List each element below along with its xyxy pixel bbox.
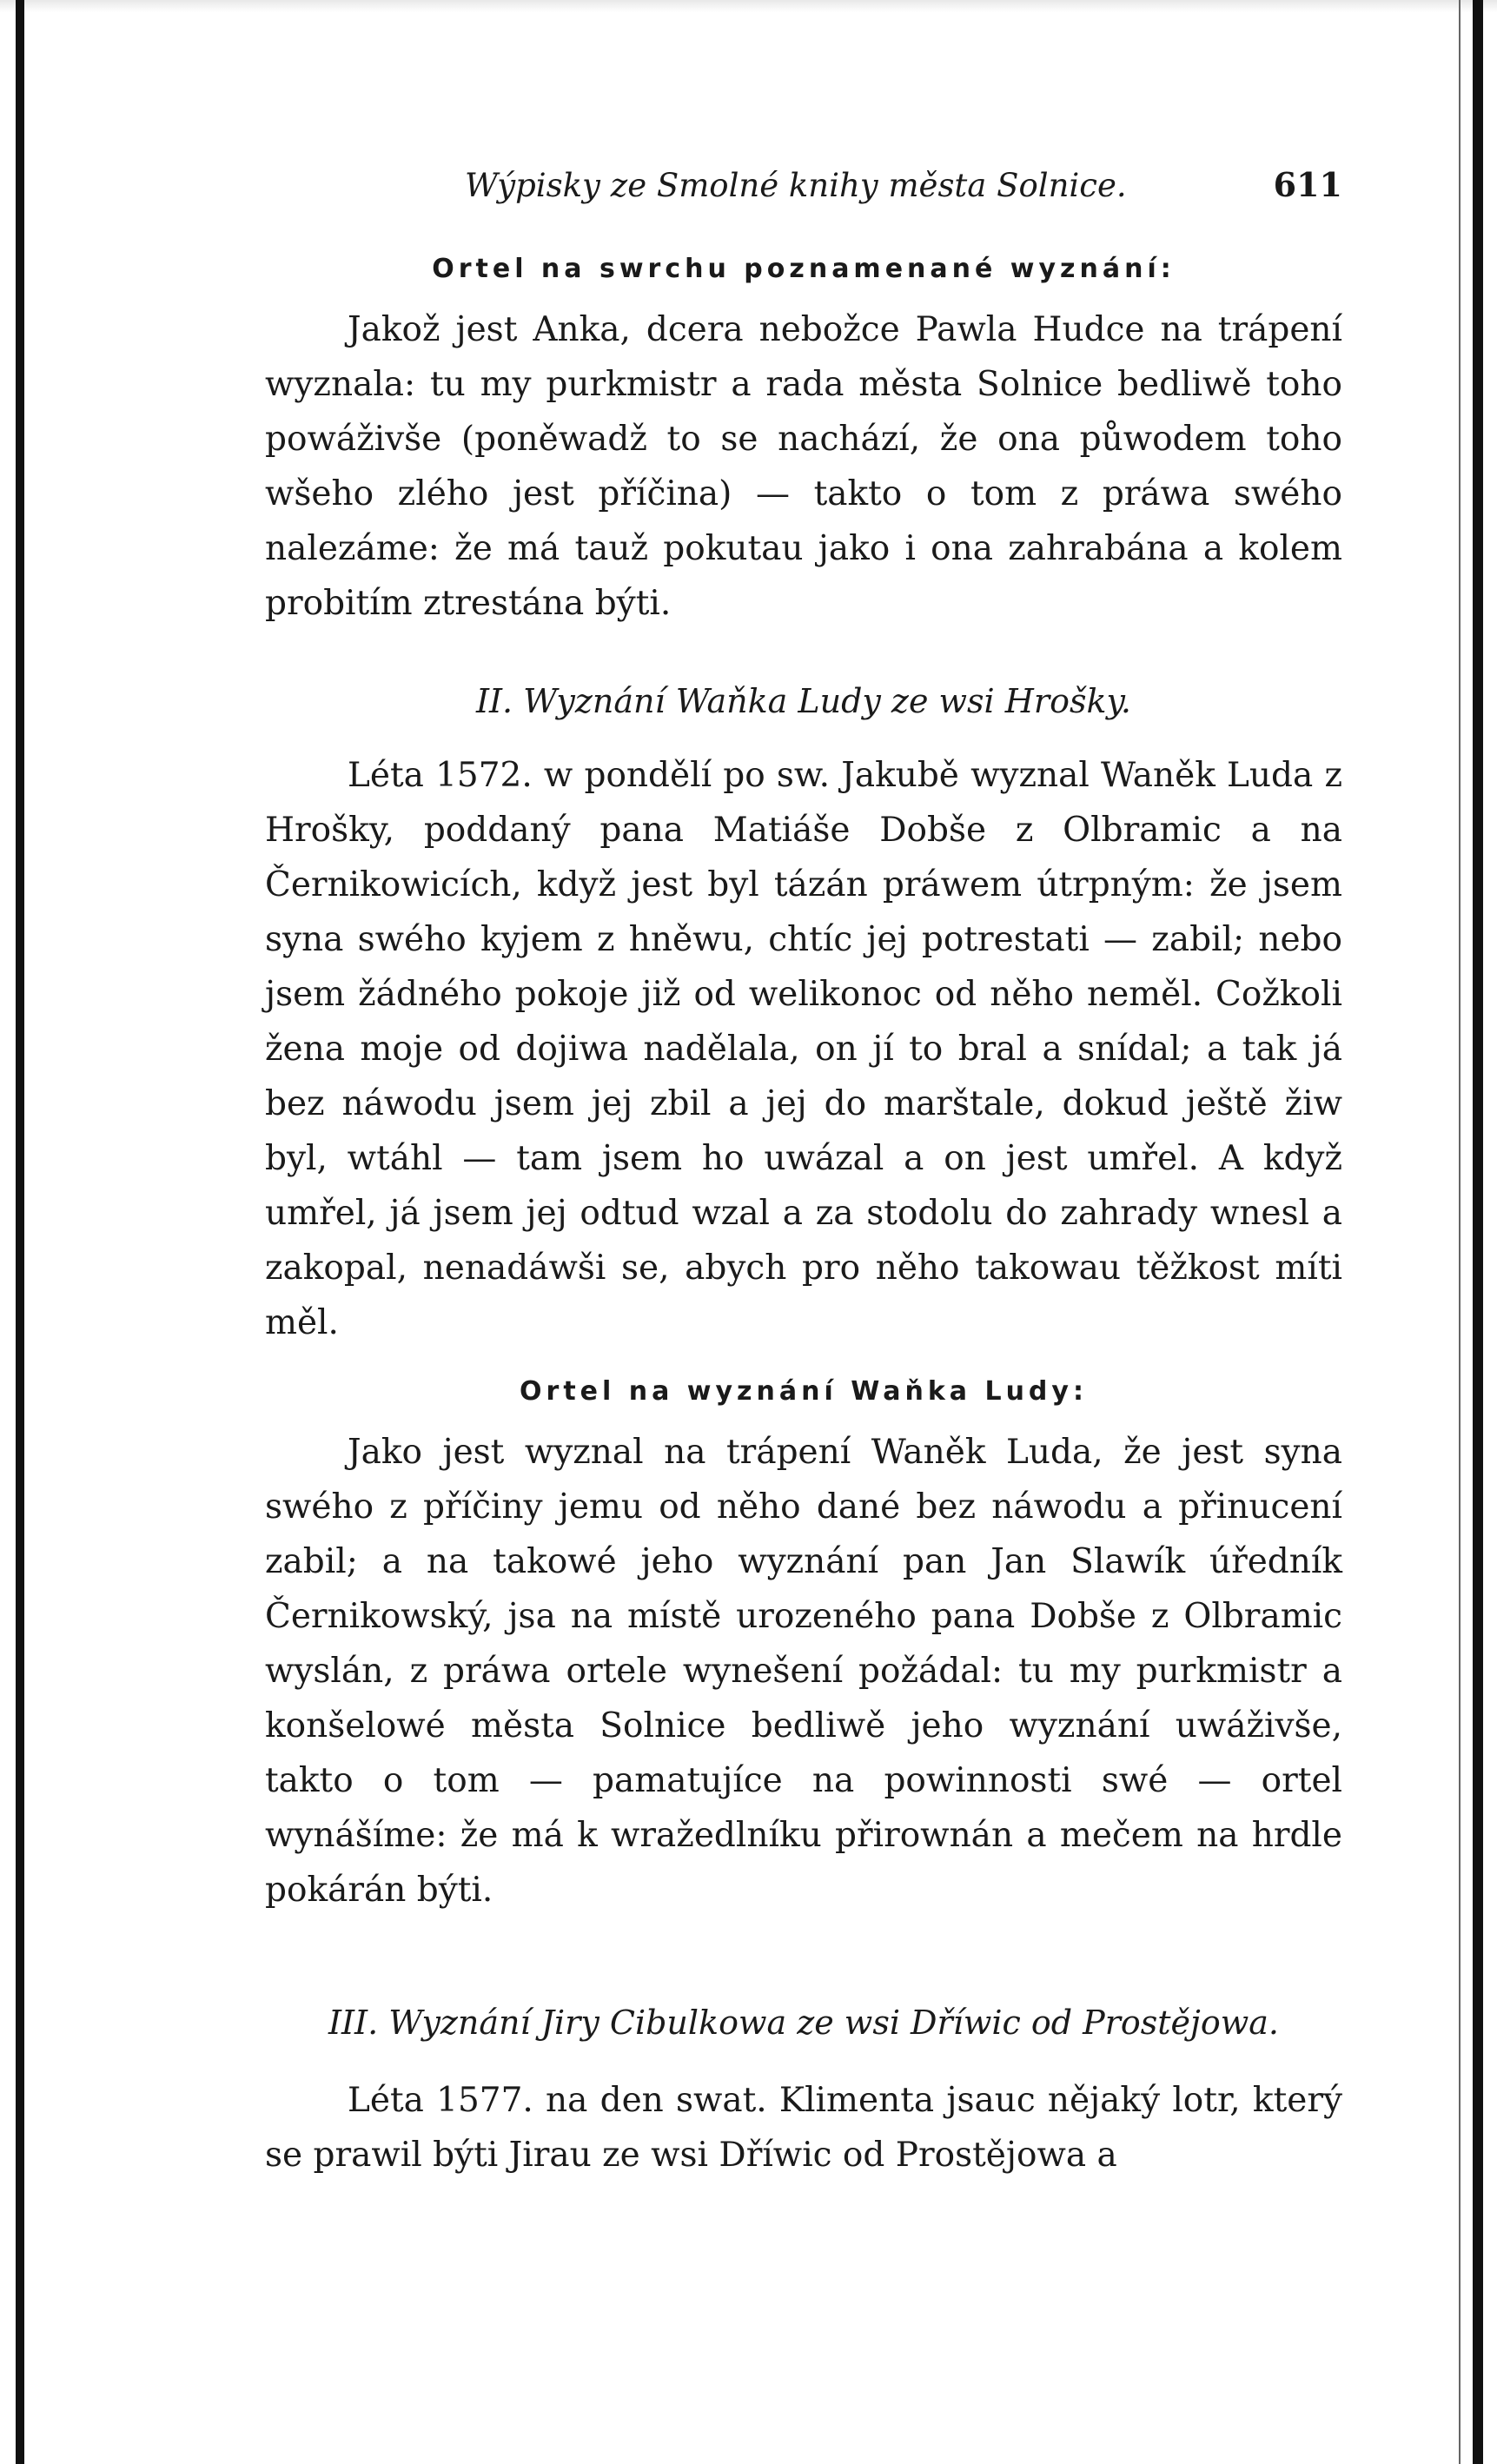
ortel-text-2: Jako jest wyznal na trápení Waněk Luda, že jest syna swého z příčiny jemu od něho dané bez náwodu a přinucení zabil; a na takowé jeho wyznání pan Jan Slawík úředník Černikowský, jsa na místě urozeného pana Dobše z Olbramic wyslán, z práwa ortele wynešení požádal: tu my purkmistr a konšelowé města Solnice bedliwě jeho wyznání uwáživše, takto o tom — pamatujíce na powinnosti swé — ortel wynášíme: že má k wražedlníku přirownán a mečem na hrdle pokárán býti. xyxy=(265,1433,1342,1910)
book-page xyxy=(265,165,1342,2182)
ortel-text-1: Jakož jest Anka, dcera nebožce Pawla Hudce na trápení wyznala: tu my purkmistr a rada města Solnice bedliwě toho powáživše (poněwadž to se nachází, že ona půwodem toho wšeho zlého jest příčina) — takto o tom z práwa swého nalezáme: že má tauž pokutau jako i ona zahrabána a kolem probitím ztrestána býti. xyxy=(265,310,1342,623)
section-3-title: III. Wyznání Jiry Cibulkowa ze wsi Dříwic od Prostějowa. xyxy=(328,2004,1279,2042)
ortel-heading-1: Ortel na swrchu poznamenané wyznání: xyxy=(432,254,1176,284)
scan-edge xyxy=(0,0,1497,12)
running-head xyxy=(265,165,1342,243)
page-number: 611 xyxy=(1273,165,1342,204)
scan-border-right xyxy=(1473,0,1483,2464)
scan-border-right-inner xyxy=(1459,0,1461,2464)
section-2-text: Léta 1572. w pondělí po sw. Jakubě wyznal Waněk Luda z Hrošky, poddaný pana Matiáše Dobše z Olbramic a na Černikowicích, když jest byl tázán práwem útrpným: že jsem syna swého kyjem z hněwu, chtíc jej potrestati — zabil; nebo jsem žádného pokoje již od welikonoc od něho neměl. Cožkoli žena moje od dojiwa nadělala, on jí to bral a snídal; a tak já bez náwodu jsem jej zbil a jej do marštale, dokud ještě žiw byl, wtáhl — tam jsem ho uwázal a on jest umřel. A když umřel, já jsem jej odtud wzal a za stodolu do zahrady wnesl a zakopal, nenadáwši se, abych pro něho takowau těžkost míti měl. xyxy=(265,756,1342,1342)
scan-border-left xyxy=(16,0,24,2464)
section-3-text: Léta 1577. na den swat. Klimenta jsauc nějaký lotr, který se prawil býti Jirau ze wsi Dříwic od Prostějowa a xyxy=(265,2081,1342,2175)
section-2-title: II. Wyznání Waňka Ludy ze wsi Hrošky. xyxy=(475,682,1131,720)
running-title: Wýpisky ze Smolné knihy města Solnice. xyxy=(465,167,1127,204)
ortel-heading-2: Ortel na wyznání Waňka Ludy: xyxy=(520,1376,1088,1407)
